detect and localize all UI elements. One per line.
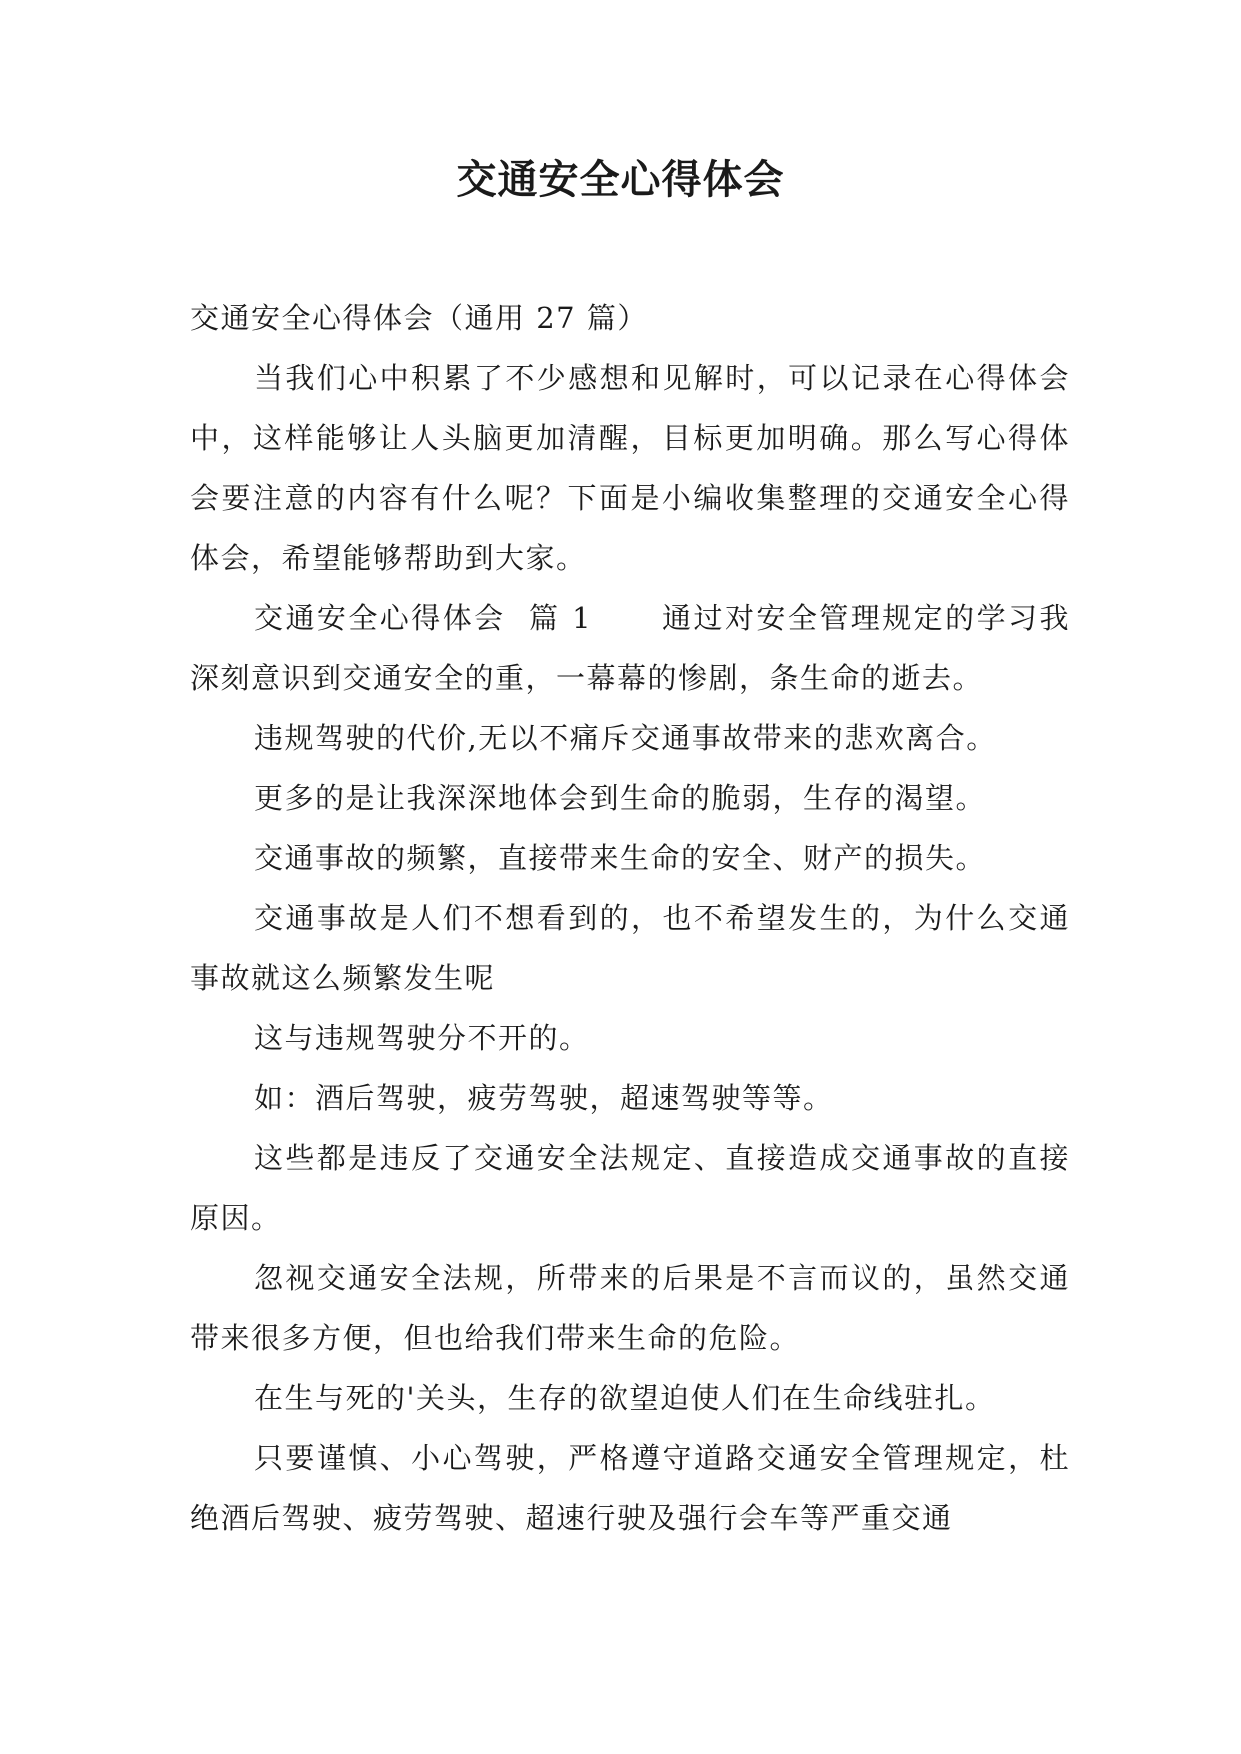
paragraph-direct-cause: 这些都是违反了交通安全法规定、直接造成交通事故的直接原因。 — [190, 1141, 1070, 1235]
paragraph-examples: 如：酒后驾驶，疲劳驾驶，超速驾驶等等。 — [254, 1081, 834, 1115]
paragraph-careful-driving: 只要谨慎、小心驾驶，严格遵守道路交通安全管理规定，杜绝酒后驾驶、疲劳驾驶、超速行驶及强行会车等严重交通 — [190, 1441, 1070, 1535]
paragraph-frequency: 交通事故的频繁，直接带来生命的安全、财产的损失。 — [254, 841, 987, 875]
document-title: 交通安全心得体会 — [456, 157, 785, 203]
paragraph-violation-cost: 违规驾驶的代价,无以不痛斥交通事故带来的悲欢离合。 — [254, 721, 997, 755]
intro-paragraph: 当我们心中积累了不少感想和见解时，可以记录在心得体会中，这样能够让人头脑更加清醒，目标更加明确。那么写心得体会要注意的内容有什么呢？下面是小编收集整理的交通安全心得体会，希望能够帮助到大家。 — [190, 361, 1070, 575]
document-body — [190, 288, 1070, 1548]
subtitle-line: 交通安全心得体会（通用 27 篇） — [190, 301, 648, 335]
paragraph-consequences: 忽视交通安全法规，所带来的后果是不言而议的，虽然交通带来很多方便，但也给我们带来生命的危险。 — [190, 1261, 1070, 1355]
paragraph-life-death: 在生与死的'关头，生存的欲望迫使人们在生命线驻扎。 — [254, 1381, 996, 1415]
paragraph-violations: 这与违规驾驶分不开的。 — [254, 1021, 590, 1055]
paragraph-why: 交通事故是人们不想看到的，也不希望发生的，为什么交通事故就这么频繁发生呢 — [190, 901, 1070, 995]
paragraph-fragility: 更多的是让我深深地体会到生命的脆弱，生存的渴望。 — [254, 781, 987, 815]
section-1-paragraph: 交通安全心得体会 篇 1 通过对安全管理规定的学习我深刻意识到交通安全的重，一幕幕的惨剧，条生命的逝去。 — [190, 601, 1070, 695]
